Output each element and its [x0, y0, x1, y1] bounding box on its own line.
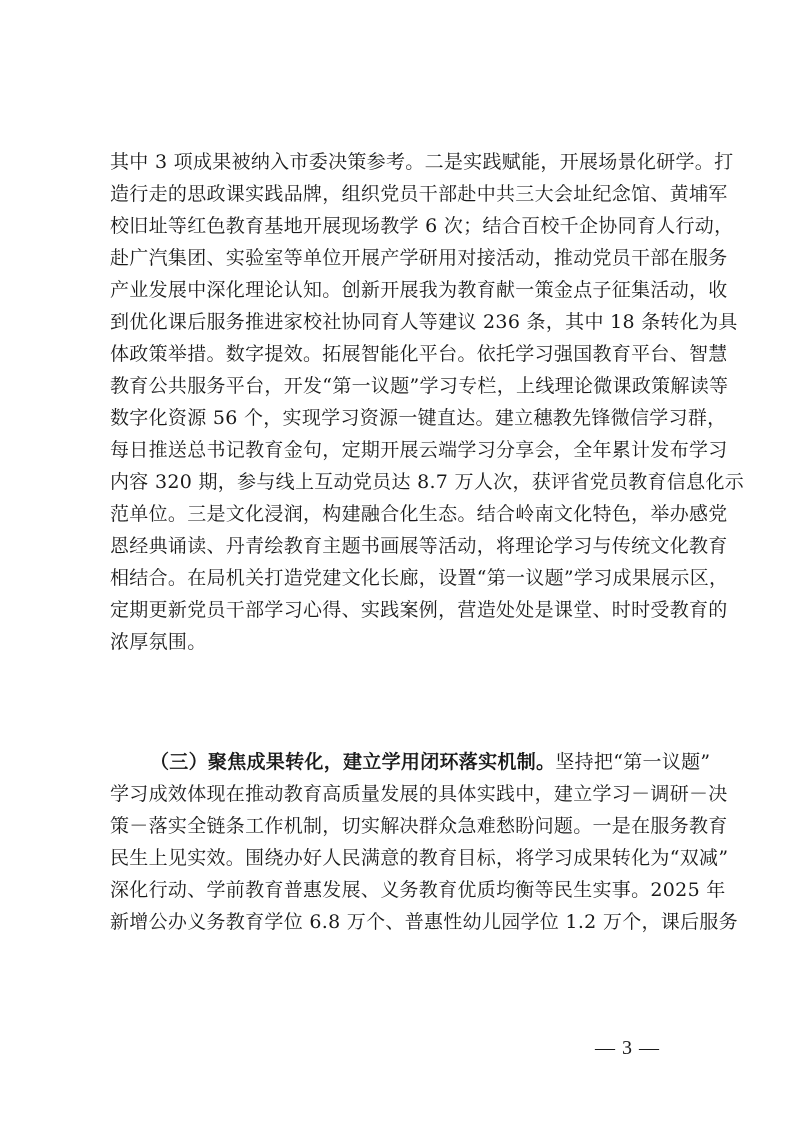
paragraph-line: 新增公办义务教育学位 6.8 万个、普惠性幼儿园学位 1.2 万个，课后服务 — [110, 911, 738, 933]
paragraph-line: 学习成效体现在推动教育高质量发展的具体实践中，建立学习－调研－决 — [110, 783, 728, 805]
paragraph-line: 范单位。三是文化浸润，构建融合化生态。结合岭南文化特色，举办感党 — [110, 503, 728, 525]
paragraph-line: 内容 320 期，参与线上互动党员达 8.7 万人次，获评省党员教育信息化示 — [110, 471, 745, 493]
paragraph-line: 策－落实全链条工作机制，切实解决群众急难愁盼问题。一是在服务教育 — [110, 815, 728, 837]
page-number: — 3 — — [595, 1037, 660, 1059]
section-3-first-line — [110, 746, 711, 778]
paragraph-line: 浓厚氛围。 — [110, 631, 207, 653]
section-3-paragraph — [110, 746, 738, 938]
section-heading: （三）聚焦成果转化，建立学用闭环落实机制。 — [150, 751, 556, 773]
heading-line-rest: 坚持把“第一议题” — [555, 751, 711, 773]
paragraph-line: 相结合。在局机关打造党建文化长廊，设置“第一议题”学习成果展示区， — [110, 567, 729, 589]
paragraph-line: 定期更新党员干部学习心得、实践案例，营造处处是课堂、时时受教育的 — [110, 599, 728, 621]
paragraph-line: 体政策举措。数字提效。拓展智能化平台。依托学习强国教育平台、智慧 — [110, 343, 728, 365]
paragraph-line: 恩经典诵读、丹青绘教育主题书画展等活动，将理论学习与传统文化教育 — [110, 535, 728, 557]
paragraph-line: 深化行动、学前教育普惠发展、义务教育优质均衡等民生实事。2025 年 — [110, 879, 726, 901]
paragraph-line: 数字化资源 56 个，实现学习资源一键直达。建立穗教先锋微信学习群， — [110, 407, 727, 429]
paragraph-line: 其中 3 项成果被纳入市委决策参考。二是实践赋能，开展场景化研学。打 — [110, 151, 734, 173]
paragraph-line: 教育公共服务平台，开发“第一议题”学习专栏，上线理论微课政策解读等 — [110, 375, 729, 397]
paragraph-line: 每日推送总书记教育金句，定期开展云端学习分享会，全年累计发布学习 — [110, 439, 728, 461]
paragraph-line: 校旧址等红色教育基地开展现场教学 6 次；结合百校千企协同育人行动， — [110, 215, 734, 237]
section-2-continuation — [110, 146, 745, 658]
paragraph-line: 到优化课后服务推进家校社协同育人等建议 236 条，其中 18 条转化为具 — [110, 311, 738, 333]
paragraph-line: 造行走的思政课实践品牌，组织党员干部赴中共三大会址纪念馆、黄埔军 — [110, 183, 728, 205]
paragraph-line: 民生上见实效。围绕办好人民满意的教育目标，将学习成果转化为“双减” — [110, 847, 729, 869]
paragraph-line: 赴广汽集团、实验室等单位开展产学研用对接活动，推动党员干部在服务 — [110, 247, 728, 269]
paragraph-line: 产业发展中深化理论认知。创新开展我为教育献一策金点子征集活动，收 — [110, 279, 728, 301]
